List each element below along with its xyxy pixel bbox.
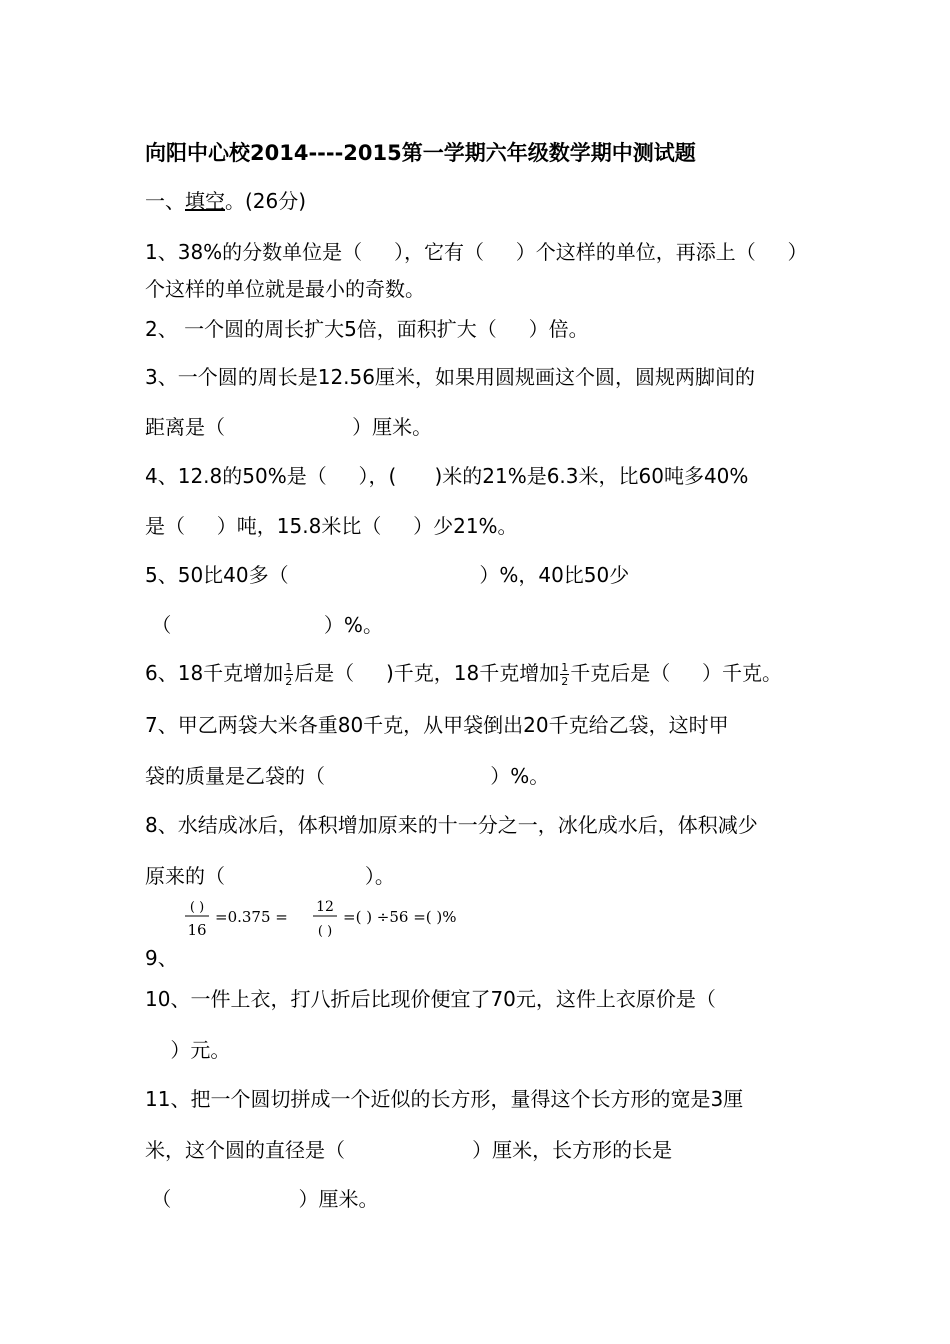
question-10-line-1: 10、一件上衣，打八折后比现价便宜了70元，这件上衣原价是（ xyxy=(145,987,716,1011)
question-11-line-1: 11、把一个圆切拼成一个近似的长方形，量得这个长方形的宽是3厘 xyxy=(145,1087,744,1111)
question-1-line-2: 个这样的单位就是最小的奇数。 xyxy=(145,277,425,301)
question-5-line-1: 5、50比40多（ ）%，40比50少 xyxy=(145,563,630,587)
section-suffix: 。(26分) xyxy=(225,189,307,213)
question-8-line-1: 8、水结成冰后，体积增加原来的十一分之一，冰化成水后，体积减少 xyxy=(145,813,758,837)
question-4-line-2: 是（ ）吨，15.8米比（ ）少21%。 xyxy=(145,514,518,538)
question-7-line-2: 袋的质量是乙袋的（ ）%。 xyxy=(145,764,550,788)
question-5-line-2: （ ）%。 xyxy=(145,613,383,637)
q9-frac1-num: ( ) xyxy=(189,900,205,915)
fraction-numerator: 1 xyxy=(285,661,293,674)
question-11-line-2: 米，这个圆的直径是（ ）厘米，长方形的长是 xyxy=(145,1138,673,1162)
question-11-line-3: （ ）厘米。 xyxy=(145,1187,379,1211)
q9-label: 9、 xyxy=(145,946,178,970)
fraction-half xyxy=(284,661,293,688)
question-1-line-1: 1、38%的分数单位是（ ），它有（ ）个这样的单位，再添上（ ） xyxy=(145,240,808,264)
q9-tail: =( ) ÷56 =( )% xyxy=(343,908,457,926)
question-3-line-2: 距离是（ ）厘米。 xyxy=(145,415,433,439)
q9-equation xyxy=(183,898,523,944)
question-4-line-1: 4、12.8的50%是（ ），( )米的21%是6.3米，比60吨多40% xyxy=(145,464,749,488)
fraction-denominator: 2 xyxy=(561,675,569,688)
question-3-line-1: 3、一个圆的周长是12.56厘米，如果用圆规画这个圆，圆规两脚间的 xyxy=(145,365,755,389)
q6-text-3: 千克后是（ ）千克。 xyxy=(570,661,783,685)
question-10-line-2: ）元。 xyxy=(145,1038,231,1062)
fraction-denominator: 2 xyxy=(285,675,293,688)
section-prefix: 一、 xyxy=(145,189,185,213)
q9-mid1: =0.375 = xyxy=(215,908,288,926)
q9-frac1-den: 16 xyxy=(187,921,207,939)
q6-text-1: 6、18千克增加 xyxy=(145,661,284,685)
page-title: 向阳中心校2014----2015第一学期六年级数学期中测试题 xyxy=(145,141,696,165)
section-name: 填空 xyxy=(185,189,225,213)
fraction-half xyxy=(560,661,569,688)
question-8-line-2: 原来的（ ）。 xyxy=(145,864,395,888)
question-6 xyxy=(145,657,782,688)
fraction-numerator: 1 xyxy=(561,661,569,674)
q9-frac2-num: 12 xyxy=(316,899,334,915)
q6-text-2: 后是（ )千克，18千克增加 xyxy=(294,661,560,685)
question-7-line-1: 7、甲乙两袋大米各重80千克，从甲袋倒出20千克给乙袋，这时甲 xyxy=(145,713,729,737)
question-2: 2、 一个圆的周长扩大5倍，面积扩大（ ）倍。 xyxy=(145,317,589,341)
q9-frac2-den: ( ) xyxy=(317,924,333,939)
section-heading xyxy=(145,185,306,214)
